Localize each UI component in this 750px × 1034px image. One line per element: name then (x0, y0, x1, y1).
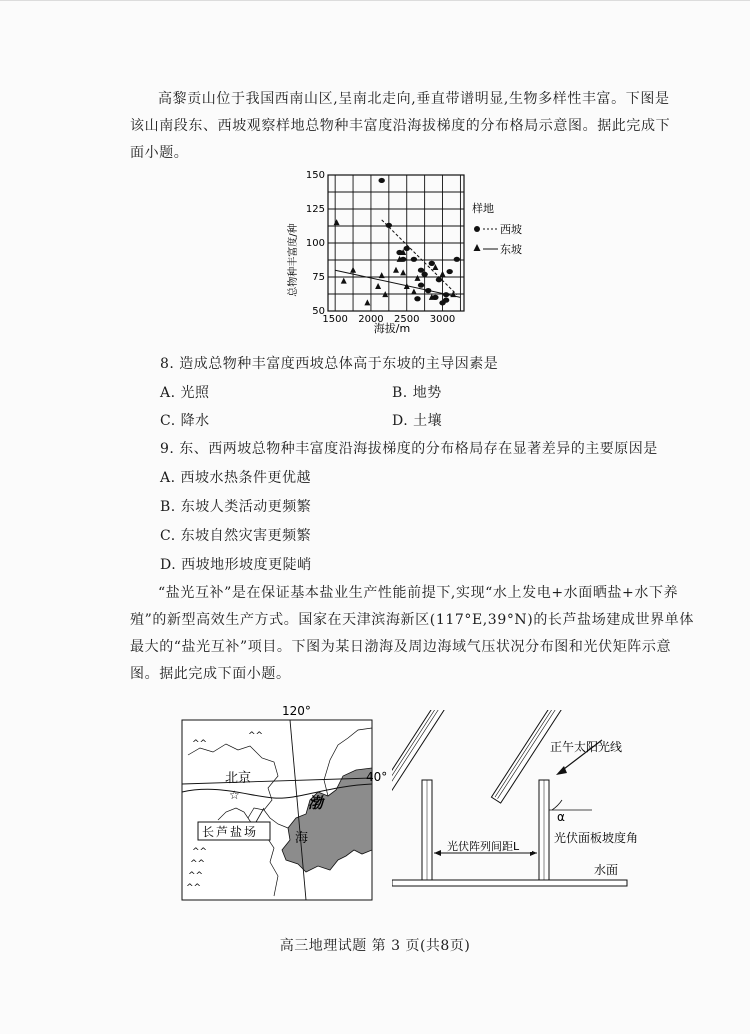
data-point-west (386, 223, 392, 228)
lat-label: 40° (366, 770, 388, 784)
y-tick-label: 150 (305, 170, 325, 181)
alpha-label: α (557, 810, 565, 824)
passage-1-line: 高黎贡山位于我国西南山区,呈南北走向,垂直带谱明显,生物多样性丰富。下图是 (158, 91, 670, 107)
x-tick-label: 1500 (322, 314, 348, 325)
question-9-option-d[interactable]: D. 西坡地形坡度更陡峭 (160, 557, 312, 573)
data-point-west (429, 261, 435, 266)
mountain-icon: ^^ (186, 883, 202, 893)
sun-ray-label: 正午太阳光线 (550, 740, 623, 754)
question-8-option-c[interactable]: C. 降水 (160, 413, 210, 429)
data-point-east (341, 278, 347, 284)
data-point-west (414, 296, 420, 301)
question-9-option-a[interactable]: A. 西坡水热条件更优越 (160, 470, 312, 486)
mountain-icon: ^^ (248, 731, 264, 741)
data-point-west (411, 257, 417, 262)
passage-1-line: 该山南段东、西坡观察样地总物种丰富度沿海拔梯度的分布格局示意图。据此完成下 (130, 118, 671, 134)
chart-y-label: 总物种丰富度/种 (288, 223, 299, 297)
question-8-stem: 8. 造成总物种丰富度西坡总体高于东坡的主导因素是 (160, 356, 499, 372)
passage-2-line: 图。据此完成下面小题。 (130, 666, 291, 682)
question-9-option-c[interactable]: C. 东坡自然灾害更频繁 (160, 528, 312, 544)
chart-grid (328, 175, 464, 311)
data-point-west (418, 283, 424, 288)
spacing-label: 光伏阵列间距L (447, 840, 520, 853)
sea-char-2: 海 (295, 831, 309, 846)
star-icon: ☆ (229, 788, 240, 802)
chart-x-label: 海拔/m (373, 322, 411, 335)
data-point-east (364, 299, 370, 305)
data-point-east (400, 269, 406, 275)
passage-1-line: 面小题。 (130, 145, 189, 161)
mountain-icon: ^^ (188, 871, 204, 881)
x-tick-label: 2500 (394, 314, 420, 325)
question-9-option-b[interactable]: B. 东坡人类活动更频繁 (160, 499, 312, 515)
passage-2-line: “盐光互补”是在保证基本盐业生产性能前提下,实现“水上发电+水面晒盐+水下养 (158, 585, 679, 601)
pv-array-diagram (392, 710, 642, 890)
lon-label: 120° (282, 704, 311, 718)
y-tick-label: 125 (305, 204, 325, 215)
x-tick-label: 2000 (358, 314, 384, 325)
mountain-icon: ^^ (192, 847, 208, 857)
legend-title: 样地 (472, 202, 494, 215)
mountain-icon: ^^ (192, 739, 208, 749)
question-8-option-b[interactable]: B. 地势 (392, 385, 442, 401)
data-point-west (404, 246, 410, 251)
top-rule (0, 0, 750, 1)
passage-2-line: 殖”的新型高效生产方式。国家在天津滨海新区(117°E,39°N)的长芦盐场建成世界单体 (130, 612, 694, 628)
y-tick-label: 50 (312, 306, 325, 317)
legend-marker-west (474, 226, 480, 232)
legend-label-east: 东坡 (500, 243, 522, 256)
angle-label: 光伏面板坡度角 (554, 831, 639, 845)
right-pv-panel (491, 710, 566, 803)
spacing-arrowhead-left (434, 850, 441, 856)
angle-arc (552, 800, 562, 810)
data-point-west (454, 257, 460, 262)
passage-1 (130, 86, 685, 167)
data-point-east (440, 271, 446, 277)
question-9-stem: 9. 东、西两坡总物种丰富度沿海拔梯度的分布格局存在显著差异的主要原因是 (160, 441, 658, 457)
legend-marker-east (474, 244, 481, 251)
saltfield-label: 长芦盐场 (202, 825, 259, 839)
water-label: 水面 (594, 863, 619, 877)
data-point-west (439, 300, 445, 305)
data-point-west (378, 178, 384, 183)
passage-2 (130, 580, 694, 688)
y-tick-label: 75 (312, 272, 325, 283)
data-point-east (350, 267, 356, 273)
data-point-east (393, 267, 399, 273)
data-point-west (446, 269, 452, 274)
species-richness-chart (280, 165, 540, 340)
mountain-icon: ^^ (190, 859, 206, 869)
page-footer: 高三地理试题 第 3 页(共8页) (279, 938, 471, 954)
left-pv-panel (392, 710, 449, 803)
y-tick-label: 100 (305, 238, 325, 249)
passage-2-line: 最大的“盐光互补”项目。下图为某日渤海及周边海域气压状况分布图和光伏矩阵示意 (130, 639, 672, 655)
question-8-option-d[interactable]: D. 土壤 (392, 413, 443, 429)
bohai-pressure-map (178, 700, 398, 910)
city-label: 北京 (225, 771, 252, 786)
data-point-west (421, 272, 427, 277)
data-point-east (334, 219, 340, 225)
x-tick-label: 3000 (429, 314, 456, 325)
data-point-east (375, 283, 381, 289)
data-point-west (436, 277, 442, 282)
data-point-east (379, 272, 385, 278)
water-surface (392, 880, 627, 886)
data-point-east (414, 275, 420, 281)
data-point-east (411, 288, 417, 294)
question-8-option-a[interactable]: A. 光照 (160, 385, 210, 401)
sea-char-1: 渤 (308, 794, 324, 812)
legend-label-west: 西坡 (500, 223, 522, 236)
